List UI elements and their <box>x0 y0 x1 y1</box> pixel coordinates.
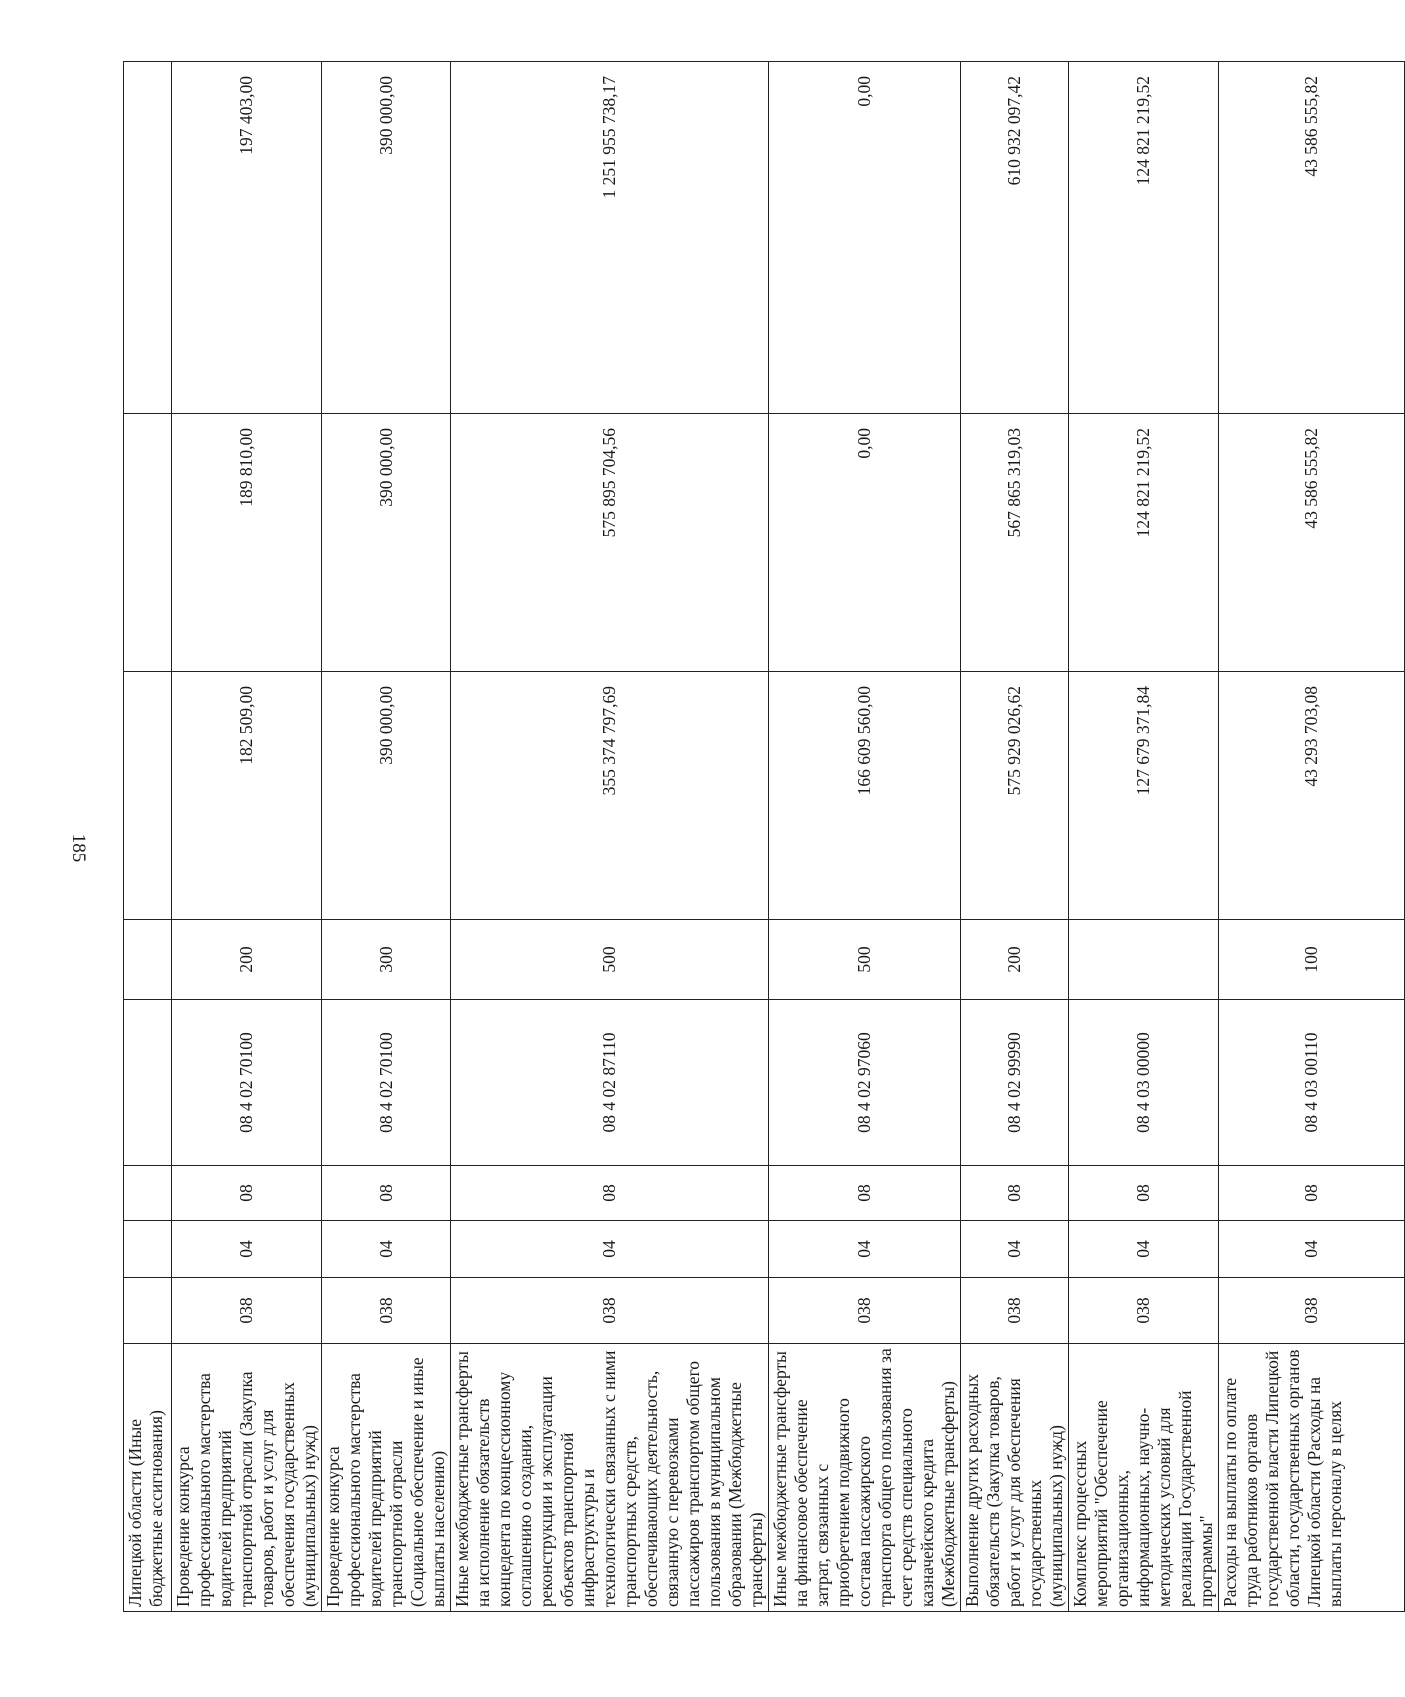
ministry-code: 038 <box>961 1278 1069 1344</box>
ministry-code: 038 <box>451 1278 769 1344</box>
amount-year-3: 1 251 955 738,17 <box>451 62 769 414</box>
amount-year-1 <box>124 672 172 920</box>
subsection-code: 08 <box>172 1166 322 1221</box>
table-row <box>124 62 172 1612</box>
section-code: 04 <box>961 1221 1069 1278</box>
ministry-code: 038 <box>1069 1278 1219 1344</box>
expense-type-code <box>124 920 172 1000</box>
amount-year-3: 0,00 <box>769 62 961 414</box>
expense-type-code: 500 <box>769 920 961 1000</box>
ministry-code: 038 <box>172 1278 322 1344</box>
page-number: 185 <box>68 833 89 863</box>
row-description: Расходы на выплаты по оплате труда работников органов государственной власти Липецкой области, государственных органов Липецкой области (Расходы на выплаты персоналу в целях <box>1219 1344 1405 1612</box>
amount-year-1: 166 609 560,00 <box>769 672 961 920</box>
ministry-code: 038 <box>769 1278 961 1344</box>
amount-year-1: 575 929 026,62 <box>961 672 1069 920</box>
section-code: 04 <box>172 1221 322 1278</box>
table-row <box>1219 62 1405 1612</box>
target-article-code: 08 4 02 70100 <box>172 1000 322 1166</box>
amount-year-3: 610 932 097,42 <box>961 62 1069 414</box>
section-code: 04 <box>1219 1221 1405 1278</box>
amount-year-1: 182 509,00 <box>172 672 322 920</box>
subsection-code: 08 <box>961 1166 1069 1221</box>
section-code: 04 <box>451 1221 769 1278</box>
row-description: Иные межбюджетные трансферты на финансовое обеспечение затрат, связанных с приобретением подвижного состава пассажирского транспорта общего пользования за счет средств специального казначейского кредита (Межбюджетные трансферты) <box>769 1344 961 1612</box>
subsection-code: 08 <box>322 1166 451 1221</box>
amount-year-3 <box>124 62 172 414</box>
row-description: Комплекс процессных мероприятий "Обеспечение организационных, информационных, научно-методических условий для реализации Государственной программы" <box>1069 1344 1219 1612</box>
expense-type-code: 200 <box>172 920 322 1000</box>
row-description: Иные межбюджетные трансферты на исполнение обязательств концедента по концессионному соглашению о создании, реконструкции и эксплуатации объектов транспортной инфраструктуры и технологически связанных с ними транспортных средств, обеспечивающих деятельность, связанную с перевозками пассажиров транспортом общего пользования в муниципальном образовании (Межбюджетные трансферты) <box>451 1344 769 1612</box>
row-description: Липецкой области (Иные бюджетные ассигнования) <box>124 1344 172 1612</box>
amount-year-1: 43 293 703,08 <box>1219 672 1405 920</box>
subsection-code: 08 <box>1069 1166 1219 1221</box>
ministry-code: 038 <box>322 1278 451 1344</box>
amount-year-2: 43 586 555,82 <box>1219 414 1405 672</box>
target-article-code: 08 4 03 00110 <box>1219 1000 1405 1166</box>
amount-year-3: 390 000,00 <box>322 62 451 414</box>
table-row <box>769 62 961 1612</box>
amount-year-3: 197 403,00 <box>172 62 322 414</box>
table-row <box>322 62 451 1612</box>
row-description: Проведение конкурса профессионального мастерства водителей предприятий транспортной отрасли (Закупка товаров, работ и услуг для обеспечения государственных (муниципальных) нужд) <box>172 1344 322 1612</box>
amount-year-1: 355 374 797,69 <box>451 672 769 920</box>
table-row <box>961 62 1069 1612</box>
target-article-code: 08 4 03 00000 <box>1069 1000 1219 1166</box>
amount-year-2: 567 865 319,03 <box>961 414 1069 672</box>
subsection-code: 08 <box>451 1166 769 1221</box>
expense-type-code: 100 <box>1219 920 1405 1000</box>
amount-year-2: 575 895 704,56 <box>451 414 769 672</box>
expense-type-code <box>1069 920 1219 1000</box>
ministry-code <box>124 1278 172 1344</box>
target-article-code: 08 4 02 97060 <box>769 1000 961 1166</box>
ministry-code: 038 <box>1219 1278 1405 1344</box>
expense-type-code: 300 <box>322 920 451 1000</box>
amount-year-2 <box>124 414 172 672</box>
amount-year-2: 390 000,00 <box>322 414 451 672</box>
row-description: Выполнение других расходных обязательств (Закупка товаров, работ и услуг для обеспечения государственных (муниципальных) нужд) <box>961 1344 1069 1612</box>
target-article-code: 08 4 02 99990 <box>961 1000 1069 1166</box>
table-row <box>451 62 769 1612</box>
target-article-code <box>124 1000 172 1166</box>
target-article-code: 08 4 02 87110 <box>451 1000 769 1166</box>
subsection-code <box>124 1166 172 1221</box>
budget-table <box>123 61 1405 1612</box>
row-description: Проведение конкурса профессионального мастерства водителей предприятий транспортной отрасли (Социальное обеспечение и иные выплаты населению) <box>322 1344 451 1612</box>
table-row <box>1069 62 1219 1612</box>
amount-year-2: 189 810,00 <box>172 414 322 672</box>
amount-year-1: 127 679 371,84 <box>1069 672 1219 920</box>
section-code <box>124 1221 172 1278</box>
target-article-code: 08 4 02 70100 <box>322 1000 451 1166</box>
section-code: 04 <box>1069 1221 1219 1278</box>
section-code: 04 <box>322 1221 451 1278</box>
subsection-code: 08 <box>769 1166 961 1221</box>
amount-year-1: 390 000,00 <box>322 672 451 920</box>
amount-year-2: 0,00 <box>769 414 961 672</box>
section-code: 04 <box>769 1221 961 1278</box>
amount-year-2: 124 821 219,52 <box>1069 414 1219 672</box>
expense-type-code: 500 <box>451 920 769 1000</box>
amount-year-3: 124 821 219,52 <box>1069 62 1219 414</box>
table-row <box>172 62 322 1612</box>
expense-type-code: 200 <box>961 920 1069 1000</box>
subsection-code: 08 <box>1219 1166 1405 1221</box>
amount-year-3: 43 586 555,82 <box>1219 62 1405 414</box>
